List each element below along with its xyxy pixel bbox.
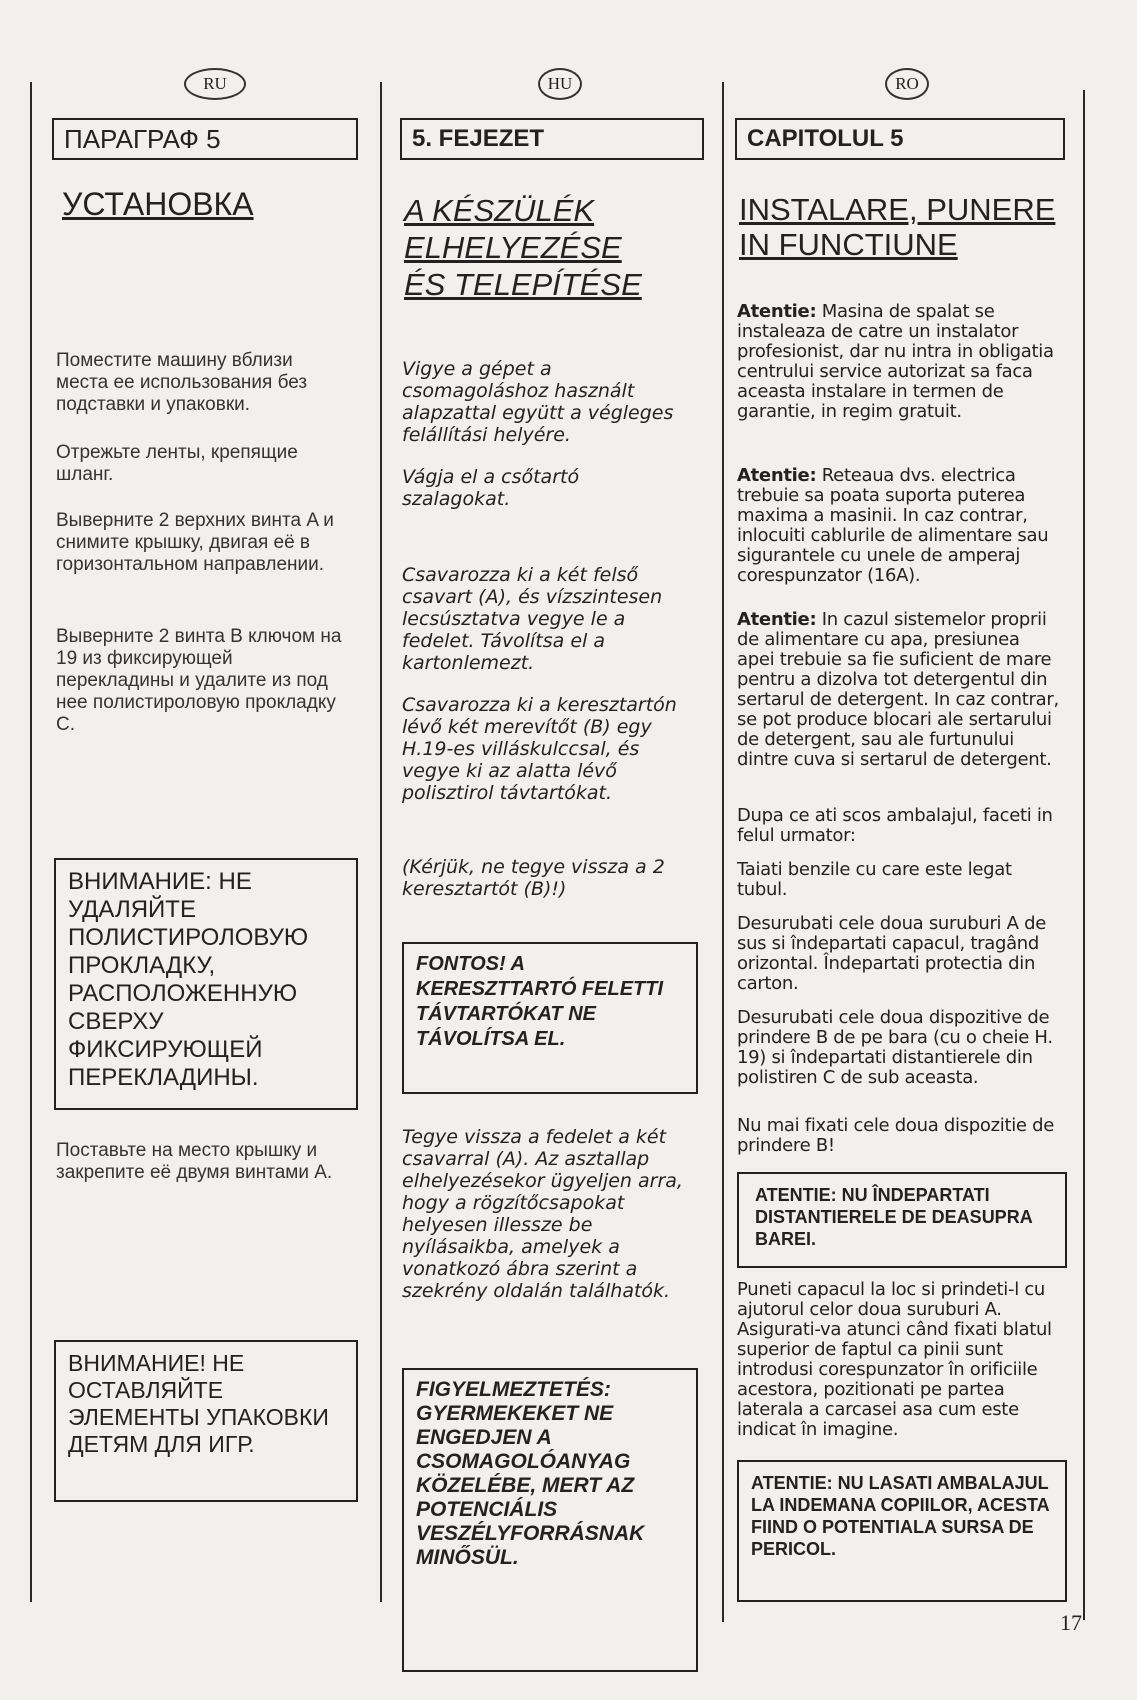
paragraph-hu-3: Csavarozza ki a két felső csavart (A), és vízszintesen lecsúsztatva vegye le a fedelet. Távolítsa el a kartonlemezt. xyxy=(402,564,663,674)
attention-text-ro-1: Masina de spalat se instaleaza de catre un instalator profesionist, dar nu intra in obligatia centrului service autorizat sa faca aceasta instalare in termen de garantie, in regim gratuit. xyxy=(737,301,1054,422)
paragraph-hu-2: Vágja el a csőtartó szalagokat. xyxy=(402,466,580,510)
warning-box-hu-2: FIGYELMEZTETÉS: GYERMEKEKET NE ENGEDJEN A CSOMAGOLÓANYAG KÖZELÉBE, MERT AZ POTENCIÁLIS VESZÉLYFORRÁSNAK MINŐSÜL. xyxy=(402,1368,698,1672)
paragraph-ru-5: Поставьте на место крышку и закрепите её двумя винтами A. xyxy=(56,1140,333,1183)
column-rule-left xyxy=(30,82,32,1602)
paragraph-ro-3: Desurubati cele doua suruburi A de sus si îndepartati capacul, tragând orizontal. Îndepartati protectia din carton. xyxy=(737,913,1047,994)
attention-text-ro-3: In cazul sistemelor proprii de alimentare cu apa, presiunea apei trebuie sa fie suficient de mare pentru a dizolva tot detergentul din sertarul de detergent. In caz contrar, se pot produce blocari ale sertarului de detergent, sau ale furtunului dintre cuva si sertarul de detergent. xyxy=(737,609,1059,770)
column-rule-right xyxy=(1083,90,1085,1620)
chapter-heading-hu: 5. FEJEZET xyxy=(400,118,704,160)
paragraph-ro-4: Desurubati cele doua dispozitive de prindere B de pe bara (cu o cheie H. 19) si îndepartati distantierele din polistiren C de sub aceasta. xyxy=(737,1007,1053,1088)
warning-box-hu-1: FONTOS! A KERESZTTARTÓ FELETTI TÁVTARTÓKAT NE TÁVOLÍTSA EL. xyxy=(402,942,698,1094)
language-badge-ru: RU xyxy=(184,68,246,100)
section-title-ro: INSTALARE, PUNERE IN FUNCTIUNE xyxy=(739,192,1056,262)
paragraph-ro-2: Taiati benzile cu care este legat tubul. xyxy=(737,859,1012,900)
paragraph-ro-attention-1 xyxy=(737,302,1062,422)
paragraph-ru-4: Выверните 2 винта B ключом на 19 из фиксирующей перекладины и удалите из под нее полистироловую прокладку C. xyxy=(56,626,342,735)
warning-box-ro-2: ATENTIE: NU LASATI AMBALAJUL LA INDEMANA COPIILOR, ACESTA FIIND O POTENTIALA SURSA DE PERICOL. xyxy=(737,1460,1067,1602)
paragraph-ro-1: Dupa ce ati scos ambalajul, faceti in felul urmator: xyxy=(737,805,1053,846)
warning-box-ro-1: ATENTIE: NU ÎNDEPARTATI DISTANTIERELE DE DEASUPRA BAREI. xyxy=(737,1172,1067,1268)
paragraph-ro-6: Puneti capacul la loc si prindeti-l cu ajutorul celor doua suruburi A. Asigurati-va atunci când fixati blatul superior de faptul ca pinii sunt introdusi corespunzator în orificiile acestora, pozitionati pe partea laterala a carcasei asa cum este indicat în imagine. xyxy=(737,1279,1052,1440)
page-number: 17 xyxy=(1060,1610,1082,1635)
paragraph-ru-1: Поместите машину вблизи места ее использования без подставки и упаковки. xyxy=(56,350,308,415)
paragraph-hu-6: Tegye vissza a fedelet a két csavarral (A). Az asztallap elhelyezésekor ügyeljen arra, hogy a rögzítőcsapokat helyesen illessze be nyílásaikba, amelyek a vonatkozó ábra szerint a szekrény oldalán találhatók. xyxy=(402,1126,683,1302)
column-rule-1 xyxy=(380,82,382,1602)
chapter-heading-ru: ПАРАГРАФ 5 xyxy=(52,118,358,160)
paragraph-hu-5: (Kérjük, ne tegye vissza a 2 keresztartót (B)!) xyxy=(402,856,665,900)
paragraph-ru-3: Выверните 2 верхних винта A и снимите крышку, двигая её в горизонтальном направлении. xyxy=(56,510,334,575)
paragraph-ro-attention-3 xyxy=(737,610,1062,770)
attention-text-ro-2: Reteaua dvs. electrica trebuie sa poata suporta puterea maxima a masinii. In caz contrar, inlocuiti cablurile de alimentare sau sigurantele cu unele de amperaj corespunzator (16A). xyxy=(737,465,1049,586)
paragraph-ro-attention-2 xyxy=(737,466,1062,586)
chapter-heading-ro: CAPITOLUL 5 xyxy=(735,118,1065,160)
language-badge-ro: RO xyxy=(885,68,929,100)
attention-label-ro-3: Atentie: xyxy=(737,609,817,630)
paragraph-ro-5: Nu mai fixati cele doua dispozitie de prindere B! xyxy=(737,1115,1054,1156)
section-title-hu: A KÉSZÜLÉK ELHELYEZÉSE ÉS TELEPÍTÉSE xyxy=(404,193,642,302)
attention-label-ro-1: Atentie: xyxy=(737,301,817,322)
paragraph-hu-1: Vigye a gépet a csomagoláshoz használt alapzattal együtt a végleges felállítási helyére. xyxy=(402,358,674,446)
attention-label-ro-2: Atentie: xyxy=(737,465,817,486)
section-title-ru: УСТАНОВКА xyxy=(62,186,254,222)
language-badge-hu: HU xyxy=(538,68,582,100)
warning-box-ru-1: ВНИМАНИЕ: НЕ УДАЛЯЙТЕ ПОЛИСТИРОЛОВУЮ ПРОКЛАДКУ, РАСПОЛОЖЕННУЮ СВЕРХУ ФИКСИРУЮЩЕЙ ПЕРЕКЛАДИНЫ. xyxy=(54,858,358,1110)
warning-box-ru-2: ВНИМАНИЕ! НЕ ОСТАВЛЯЙТЕ ЭЛЕМЕНТЫ УПАКОВКИ ДЕТЯМ ДЛЯ ИГР. xyxy=(54,1340,358,1502)
paragraph-hu-4: Csavarozza ki a keresztartón lévő két merevítőt (B) egy H.19-es villáskulccsal, és vegye ki az alatta lévő polisztirol távtartókat. xyxy=(402,694,677,804)
paragraph-ru-2: Отрежьте ленты, крепящие шланг. xyxy=(56,442,298,485)
column-rule-2 xyxy=(722,82,724,1622)
